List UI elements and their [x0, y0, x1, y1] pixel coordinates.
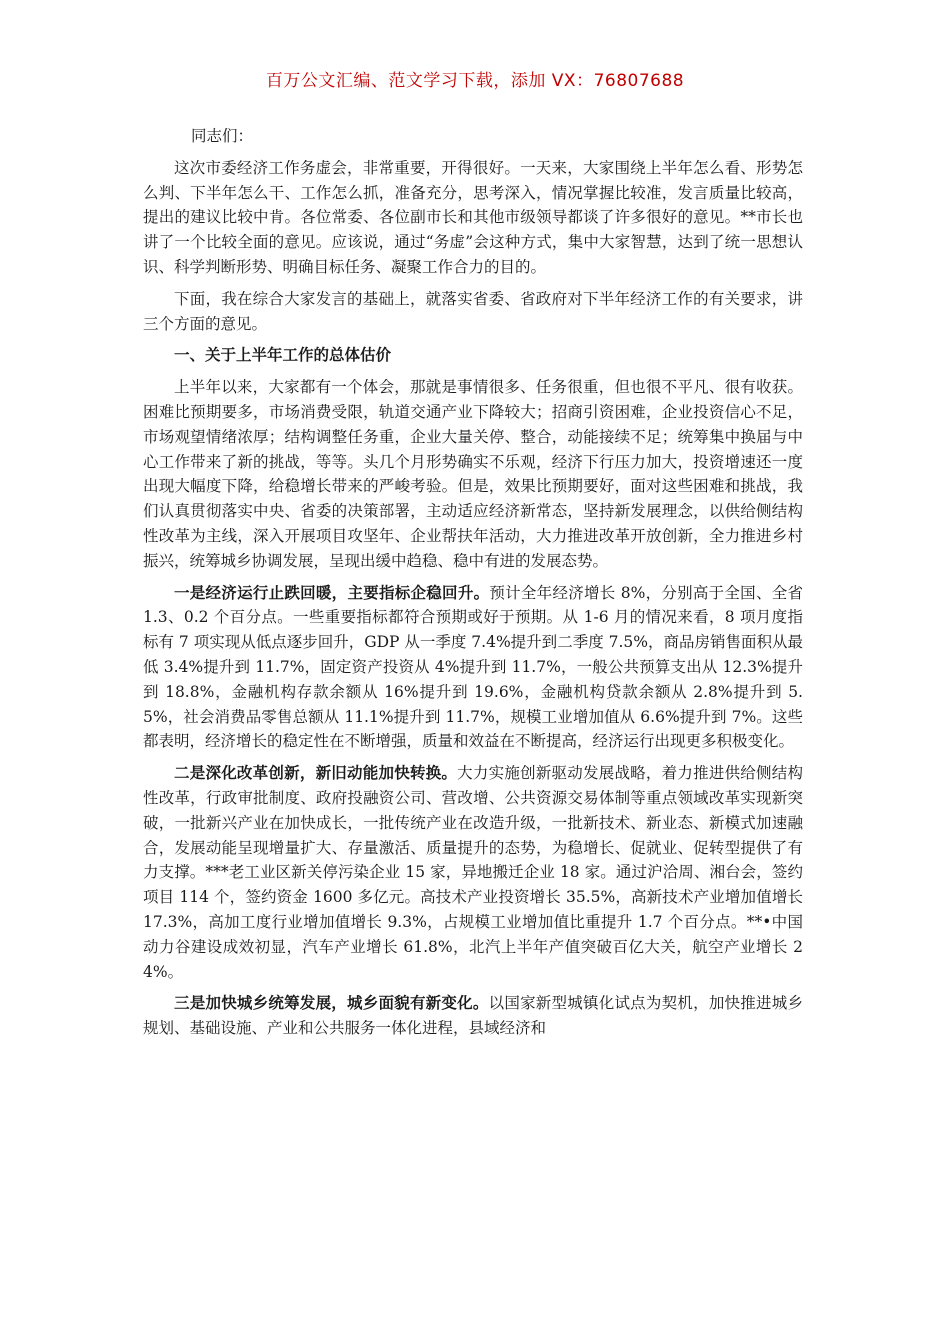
point-paragraph-3 [143, 991, 803, 1041]
opening-paragraph-1: 这次市委经济工作务虚会，非常重要，开得很好。一天来，大家围绕上半年怎么看、形势怎么判、下半年怎么干、工作怎么抓，准备充分，思考深入，情况掌握比较准，发言质量比较高，提出的建议比较中肯。各位常委、各位副市长和其他市级领导都谈了许多很好的意见。**市长也讲了一个比较全面的意见。应该说，通过“务虚”会这种方式，集中大家智慧，达到了统一思想认识、科学判断形势、明确目标任务、凝聚工作合力的目的。 [143, 158, 803, 276]
section-heading-1: 一、关于上半年工作的总体估价 [174, 345, 392, 365]
document-body [143, 124, 803, 1048]
section-1-intro: 上半年以来，大家都有一个体会，那就是事情很多、任务很重，但也很不平凡、很有收获。困难比预期要多，市场消费受限，轨道交通产业下降较大；招商引资困难，企业投资信心不足，市场观望情绪浓厚；结构调整任务重，企业大量关停、整合，动能接续不足；统筹集中换届与中心工作带来了新的挑战，等等。头几个月形势确实不乐观，经济下行压力加大，投资增速还一度出现大幅度下降，给稳增长带来的严峻考验。但是，效果比预期要好，面对这些困难和挑战，我们认真贯彻落实中央、省委的决策部署，主动适应经济新常态，坚持新发展理念，以供给侧结构性改革为主线，深入开展项目攻坚年、企业帮扶年活动，大力推进改革开放创新，全力推进乡村振兴，统筹城乡协调发展，呈现出缓中趋稳、稳中有进的发展态势。 [143, 378, 803, 570]
point-lead-1: 一是经济运行止跌回暖，主要指标企稳回升。 [174, 582, 490, 602]
point-paragraph-2 [143, 761, 803, 984]
point-paragraph-1 [143, 581, 803, 755]
salutation: 同志们： [191, 127, 254, 145]
promo-header: 百万公文汇编、范文学习下载，添加 VX：76807688 [265, 71, 685, 91]
opening-paragraph-2: 下面，我在综合大家发言的基础上，就落实省委、省政府对下半年经济工作的有关要求，讲三个方面的意见。 [143, 289, 803, 333]
point-lead-2: 二是深化改革创新，新旧动能加快转换。 [174, 763, 458, 783]
point-text-1: 预计全年经济增长 8%，分别高于全国、全省 1.3、0.2 个百分点。一些重要指标都符合预期或好于预期。从 1-6 月的情况来看，8 项月度指标有 7 项实现从低点逐步回升，GDP 从一季度 7.4%提升到二季度 7.5%，商品房销售面积从最低 3.4%提升到 11.7%，固定资产投资从 4%提升到 11.7%，一般公共预算支出从 12.3%提升到 18.8%，金融机构存款余额从 16%提升到 19.6%，金融机构贷款余额从 2.8%提升到 5.5%，社会消费品零售总额从 11.1%提升到 11.7%，规模工业增加值从 6.6%提升到 7%。这些都表明，经济增长的稳定性在不断增强，质量和效益在不断提高，经济运行出现更多积极变化。 [143, 583, 803, 751]
point-text-3: 以国家新型城镇化试点为契机，加快推进城乡规划、基础设施、产业和公共服务一体化进程，县域经济和 [143, 994, 803, 1038]
point-lead-3: 三是加快城乡统筹发展，城乡面貌有新变化。 [174, 993, 489, 1013]
point-text-2: 大力实施创新驱动发展战略，着力推进供给侧结构性改革，行政审批制度、政府投融资公司、营改增、公共资源交易体制等重点领域改革实现新突破，一批新兴产业在加快成长，一批传统产业在改造升级，一批新技术、新业态、新模式加速融合，发展动能呈现增量扩大、存量激活、质量提升的态势，为稳增长、促就业、促转型提供了有力支撑。***老工业区新关停污染企业 15 家，异地搬迁企业 18 家。通过沪洽周、湘台会，签约项目 114 个，签约资金 1600 多亿元。高技术产业投资增长 35.5%，高新技术产业增加值增长 17.3%，高加工度行业增加值增长 9.3%，占规模工业增加值比重提升 1.7 个百分点。**•中国动力谷建设成效初显，汽车产业增长 61.8%，北汽上半年产值突破百亿大关，航空产业增长 24%。 [143, 764, 803, 981]
